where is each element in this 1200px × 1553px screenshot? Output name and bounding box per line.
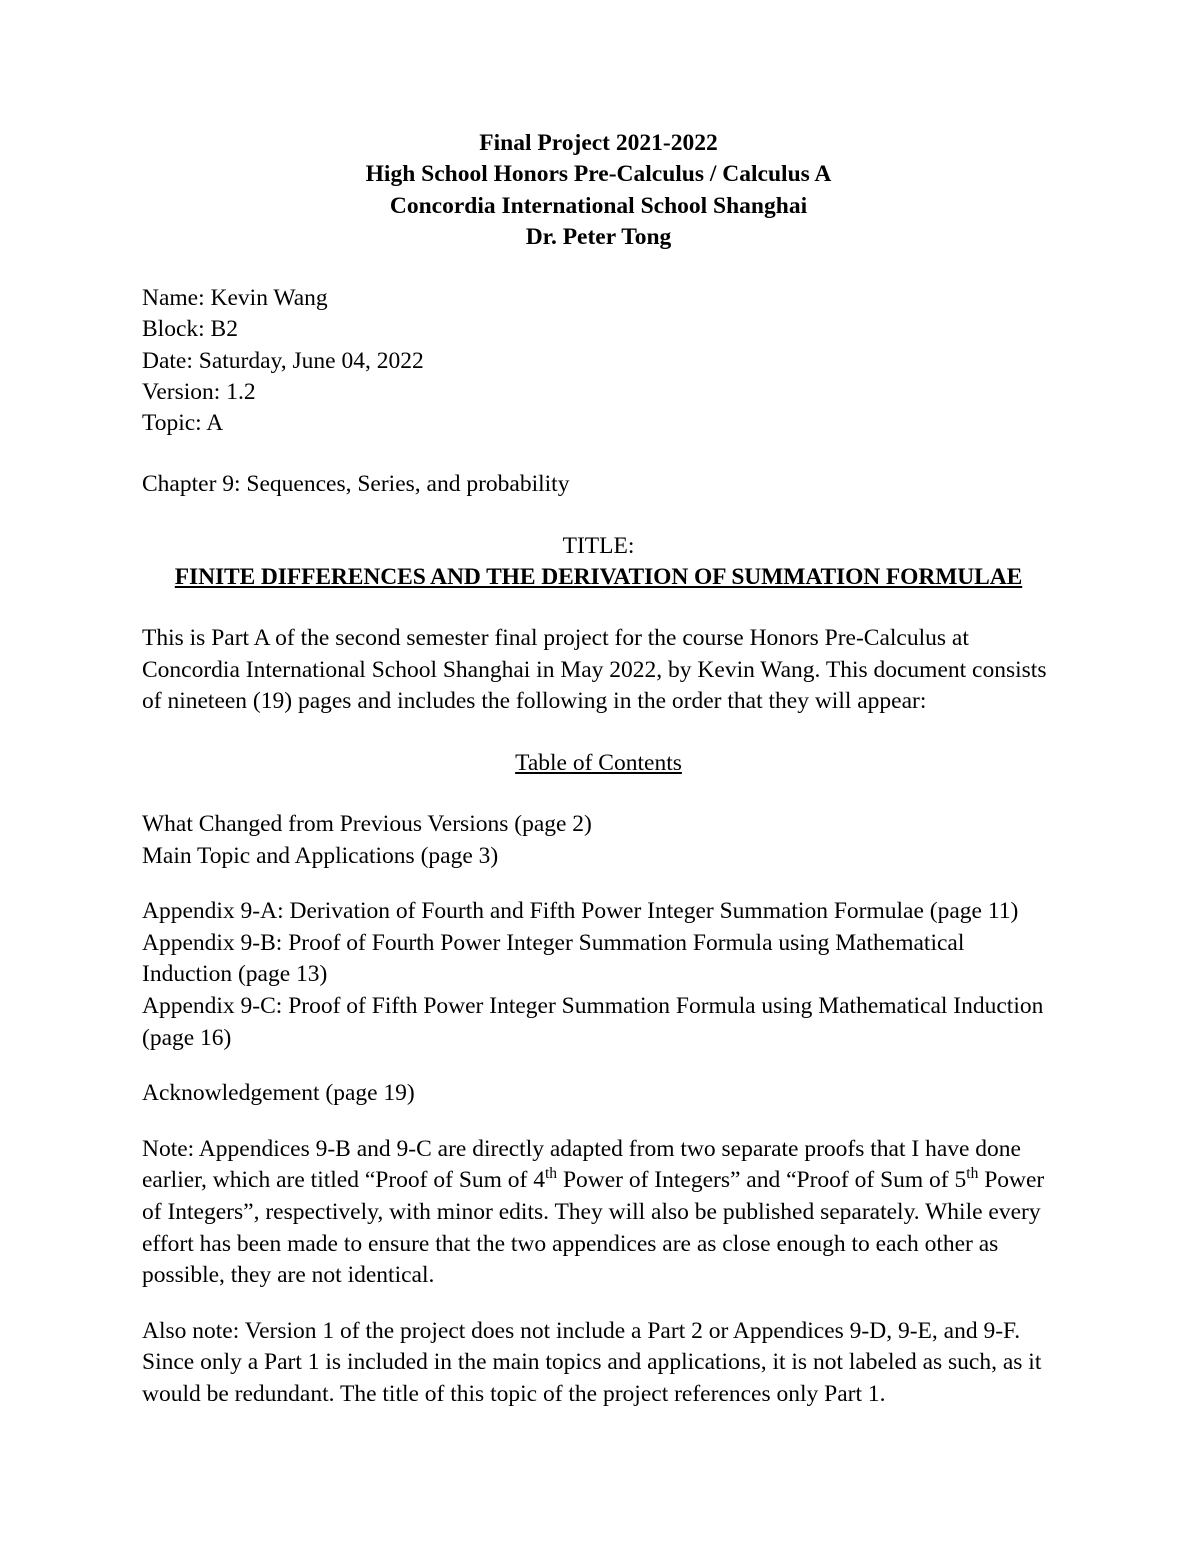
document-header bbox=[142, 128, 1055, 253]
spacer bbox=[142, 1054, 1055, 1078]
header-line-course: High School Honors Pre-Calculus / Calculus A bbox=[365, 161, 832, 188]
note1-text-3: Power of Integers”, respectively, with minor edits. They will also be published separately. While every effort has been made to ensure that the two appendices are as close enough to each other as possible, they are not identical. bbox=[142, 1167, 1045, 1289]
note-paragraph-2: Also note: Version 1 of the project does not include a Part 2 or Appendices 9-D, 9-E, and 9-F. Since only a Part 1 is included in the main topics and applications, it is not labeled as such, as it would be redundant. The title of this topic of the project references only Part 1. bbox=[142, 1317, 1042, 1407]
toc-group-acknowledgement bbox=[142, 1078, 1055, 1110]
note1-text-2: Power of Integers” and “Proof of Sum of 5 bbox=[557, 1167, 967, 1194]
toc-group-appendices bbox=[142, 896, 1055, 1054]
meta-version: Version: 1.2 bbox=[142, 378, 256, 405]
toc-heading: Table of Contents bbox=[515, 749, 682, 776]
spacer bbox=[142, 501, 1055, 531]
toc-item[interactable]: What Changed from Previous Versions (page 2) bbox=[142, 811, 592, 838]
note1-superscript-1: th bbox=[545, 1165, 558, 1183]
toc-item[interactable]: Appendix 9-A: Derivation of Fourth and Fifth Power Integer Summation Formulae (page 11) bbox=[142, 898, 1019, 925]
header-line-school: Concordia International School Shanghai bbox=[389, 192, 808, 219]
meta-topic: Topic: A bbox=[142, 410, 224, 436]
spacer bbox=[142, 718, 1055, 748]
spacer bbox=[142, 872, 1055, 896]
meta-date: Date: Saturday, June 04, 2022 bbox=[142, 347, 424, 374]
spacer bbox=[142, 593, 1055, 623]
student-metadata bbox=[142, 283, 1055, 439]
toc-item[interactable]: Appendix 9-B: Proof of Fourth Power Integer Summation Formula using Mathematical Induction (page 13) bbox=[142, 929, 965, 988]
toc-item[interactable]: Acknowledgement (page 19) bbox=[142, 1080, 415, 1107]
header-line-project: Final Project 2021-2022 bbox=[479, 130, 718, 156]
toc-item[interactable]: Main Topic and Applications (page 3) bbox=[142, 842, 499, 869]
spacer bbox=[142, 1292, 1055, 1316]
note1-text-1: Note: Appendices 9-B and 9-C are directly adapted from two separate proofs that I have done earlier, which are titled “Proof of Sum of 4 bbox=[142, 1135, 1021, 1194]
intro-paragraph: This is Part A of the second semester final project for the course Honors Pre-Calculus at Concordia International School Shanghai in May 2022, by Kevin Wang. This document consists of nineteen (19) pages and includes the following in the order that they will appear: bbox=[142, 625, 1047, 715]
note-paragraph-1 bbox=[142, 1134, 1055, 1292]
chapter-line: Chapter 9: Sequences, Series, and probability bbox=[142, 471, 570, 498]
toc-item[interactable]: Appendix 9-C: Proof of Fifth Power Integer Summation Formula using Mathematical Induction (page 16) bbox=[142, 993, 1044, 1051]
header-line-instructor: Dr. Peter Tong bbox=[525, 223, 672, 250]
spacer bbox=[142, 439, 1055, 469]
title-label: TITLE: bbox=[562, 532, 635, 559]
spacer bbox=[142, 779, 1055, 809]
spacer bbox=[142, 1110, 1055, 1134]
page-title: FINITE DIFFERENCES AND THE DERIVATION OF SUMMATION FORMULAE bbox=[174, 563, 1023, 590]
meta-block: Block: B2 bbox=[142, 316, 238, 343]
meta-name: Name: Kevin Wang bbox=[142, 285, 328, 311]
note1-superscript-2: th bbox=[966, 1165, 979, 1183]
toc-group-overview bbox=[142, 809, 1055, 872]
